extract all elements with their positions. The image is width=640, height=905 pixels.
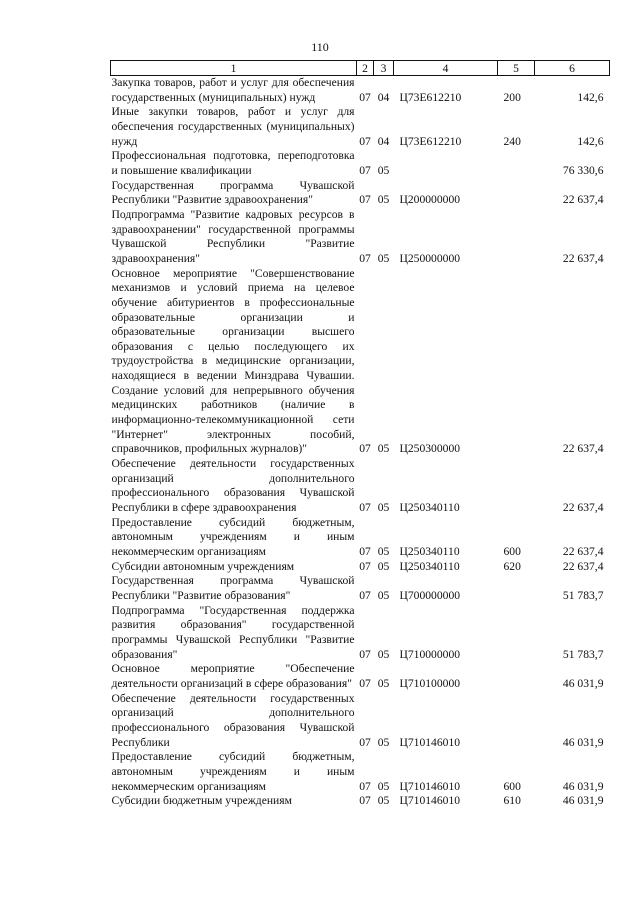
row-target-article: Ц710146010 [399,735,461,749]
table-row [111,604,610,663]
row-section: 07 [359,545,371,558]
row-target-article: Ц250340110 [399,559,460,573]
row-name: Субсидии автономным учреждениям [111,559,295,573]
header-col-4: 4 [394,61,498,76]
header-col-2: 2 [357,61,374,76]
row-subsection: 04 [377,90,390,104]
table-row [111,105,610,149]
table-row [111,179,610,208]
row-section: 07 [359,90,371,104]
row-subsection: 05 [377,779,390,793]
table-row [111,76,610,106]
row-section: 07 [359,134,371,148]
row-amount: 142,6 [577,134,604,148]
row-amount: 22 637,4 [562,442,604,456]
table-body [111,76,610,809]
row-expense-type [498,604,535,663]
row-section: 07 [359,501,371,515]
table-header [111,61,610,76]
row-section: 07 [359,442,371,456]
row-expense-type: 600 [503,779,521,793]
row-target-article: Ц710100000 [399,676,461,690]
row-name: Подпрограмма "Государственная поддержка развития образования" государственной программы Чувашской Республики "Развитие образования" [111,603,355,661]
row-expense-type [498,692,535,751]
row-target-article: Ц700000000 [399,588,461,602]
budget-table [110,60,610,809]
row-subsection: 05 [377,559,390,573]
row-section: 07 [359,251,371,265]
table-row [111,267,610,458]
row-name: Предоставление субсидий бюджетным, автономным учреждениям и иным некоммерческим организациям [111,750,355,793]
row-target-article [394,149,498,178]
table-row [111,457,610,516]
row-expense-type: 600 [503,545,521,558]
row-target-article: Ц73Е612210 [399,90,462,104]
row-section: 07 [359,588,371,602]
row-amount: 46 031,9 [562,779,604,793]
row-amount: 22 637,4 [562,251,604,265]
row-expense-type [498,267,535,458]
row-target-article: Ц710146010 [399,794,461,808]
row-target-article: Ц250340110 [399,545,460,558]
header-row [111,61,610,76]
row-name: Государственная программа Чувашской Республики "Развитие образования" [111,574,355,602]
table-row [111,574,610,603]
row-name: Подпрограмма "Развитие кадровых ресурсов в здравоохранении" государственной программы Чувашской Республики "Развитие здравоохранения" [111,207,355,265]
row-amount: 142,6 [577,90,604,104]
table-row [111,662,610,691]
row-section: 07 [359,559,371,573]
row-subsection: 05 [377,193,390,207]
header-col-1: 1 [111,61,357,76]
row-expense-type [498,179,535,208]
row-expense-type: 620 [503,559,521,573]
table-row [111,794,610,809]
row-section: 07 [359,676,371,690]
row-subsection: 05 [377,442,390,456]
row-expense-type [498,149,535,178]
row-name: Профессиональная подготовка, переподготовка и повышение квалификации [111,149,355,177]
row-amount: 46 031,9 [562,794,604,808]
row-subsection: 05 [377,794,390,808]
table-row [111,149,610,178]
row-expense-type [498,662,535,691]
table-row [111,560,610,575]
row-target-article: Ц710146010 [399,779,461,793]
row-name: Субсидии бюджетным учреждениям [111,794,292,808]
row-amount: 51 783,7 [562,588,604,602]
row-subsection: 05 [377,545,390,558]
row-target-article: Ц250300000 [399,442,461,456]
header-col-6: 6 [535,61,610,76]
row-expense-type: 240 [503,134,521,148]
row-target-article: Ц250000000 [399,251,461,265]
row-target-article: Ц250340110 [399,501,460,515]
table-row [111,750,610,794]
row-section: 07 [359,794,371,808]
row-name: Основное мероприятие "Совершенствование механизмов и условий приема на целевое обучение абитуриентов в профессиональные образовательные организации и образовательные организации высшего образования с целью последующего их трудоустройства в медицинские организации, находящиеся в ведении Минздрава Чувашии. Создание условий для непрерывного обучения медицинских работников (наличие в информационно-телекоммуникационной сети "Интернет" электронных пособий, справочников, профильных журналов)" [111,266,355,456]
header-col-3: 3 [374,61,394,76]
row-name: Иные закупки товаров, работ и услуг для обеспечения государственных (муниципальных) нужд [111,105,355,148]
row-section: 07 [359,647,371,661]
row-name: Обеспечение деятельности государственных организаций дополнительного профессионального образования Чувашской Республики в сфере здравоохранения [111,457,355,515]
row-amount: 46 031,9 [562,735,604,749]
row-subsection: 05 [377,676,390,690]
row-amount: 22 637,4 [562,501,604,515]
row-amount: 46 031,9 [562,676,604,690]
row-amount: 51 783,7 [562,647,604,661]
row-expense-type [498,574,535,603]
row-amount: 22 637,4 [562,545,604,558]
row-section: 07 [359,163,371,177]
row-name: Государственная программа Чувашской Республики "Развитие здравоохранения" [111,178,355,207]
row-expense-type: 200 [503,90,521,104]
row-target-article: Ц200000000 [399,193,461,207]
table-row [111,516,610,560]
row-expense-type: 610 [503,794,521,808]
row-expense-type [498,457,535,516]
row-subsection: 05 [377,588,390,602]
row-subsection: 05 [377,647,390,661]
row-name: Закупка товаров, работ и услуг для обеспечения государственных (муниципальных) нужд [111,76,355,104]
table-row [111,692,610,751]
header-col-5: 5 [498,61,535,76]
row-amount: 22 637,4 [562,193,604,207]
row-target-article: Ц73Е612210 [399,134,462,148]
row-name: Предоставление субсидий бюджетным, автономным учреждениям и иным некоммерческим организациям [111,515,355,558]
row-section: 07 [359,779,371,793]
row-target-article: Ц710000000 [399,647,461,661]
row-subsection: 05 [377,251,390,265]
row-subsection: 05 [377,501,390,515]
page-number: 110 [311,40,329,54]
row-section: 07 [359,193,371,207]
row-amount: 22 637,4 [562,559,604,573]
table-row [111,208,610,267]
row-subsection: 04 [377,134,390,148]
row-name: Основное мероприятие "Обеспечение деятельности организаций в сфере образования" [111,662,355,690]
row-subsection: 05 [377,735,390,749]
row-subsection: 05 [377,163,390,177]
row-section: 07 [359,735,371,749]
row-name: Обеспечение деятельности государственных организаций дополнительного профессионального образования Чувашской Республики [111,691,355,749]
row-amount: 76 330,6 [562,163,604,177]
row-expense-type [498,208,535,267]
